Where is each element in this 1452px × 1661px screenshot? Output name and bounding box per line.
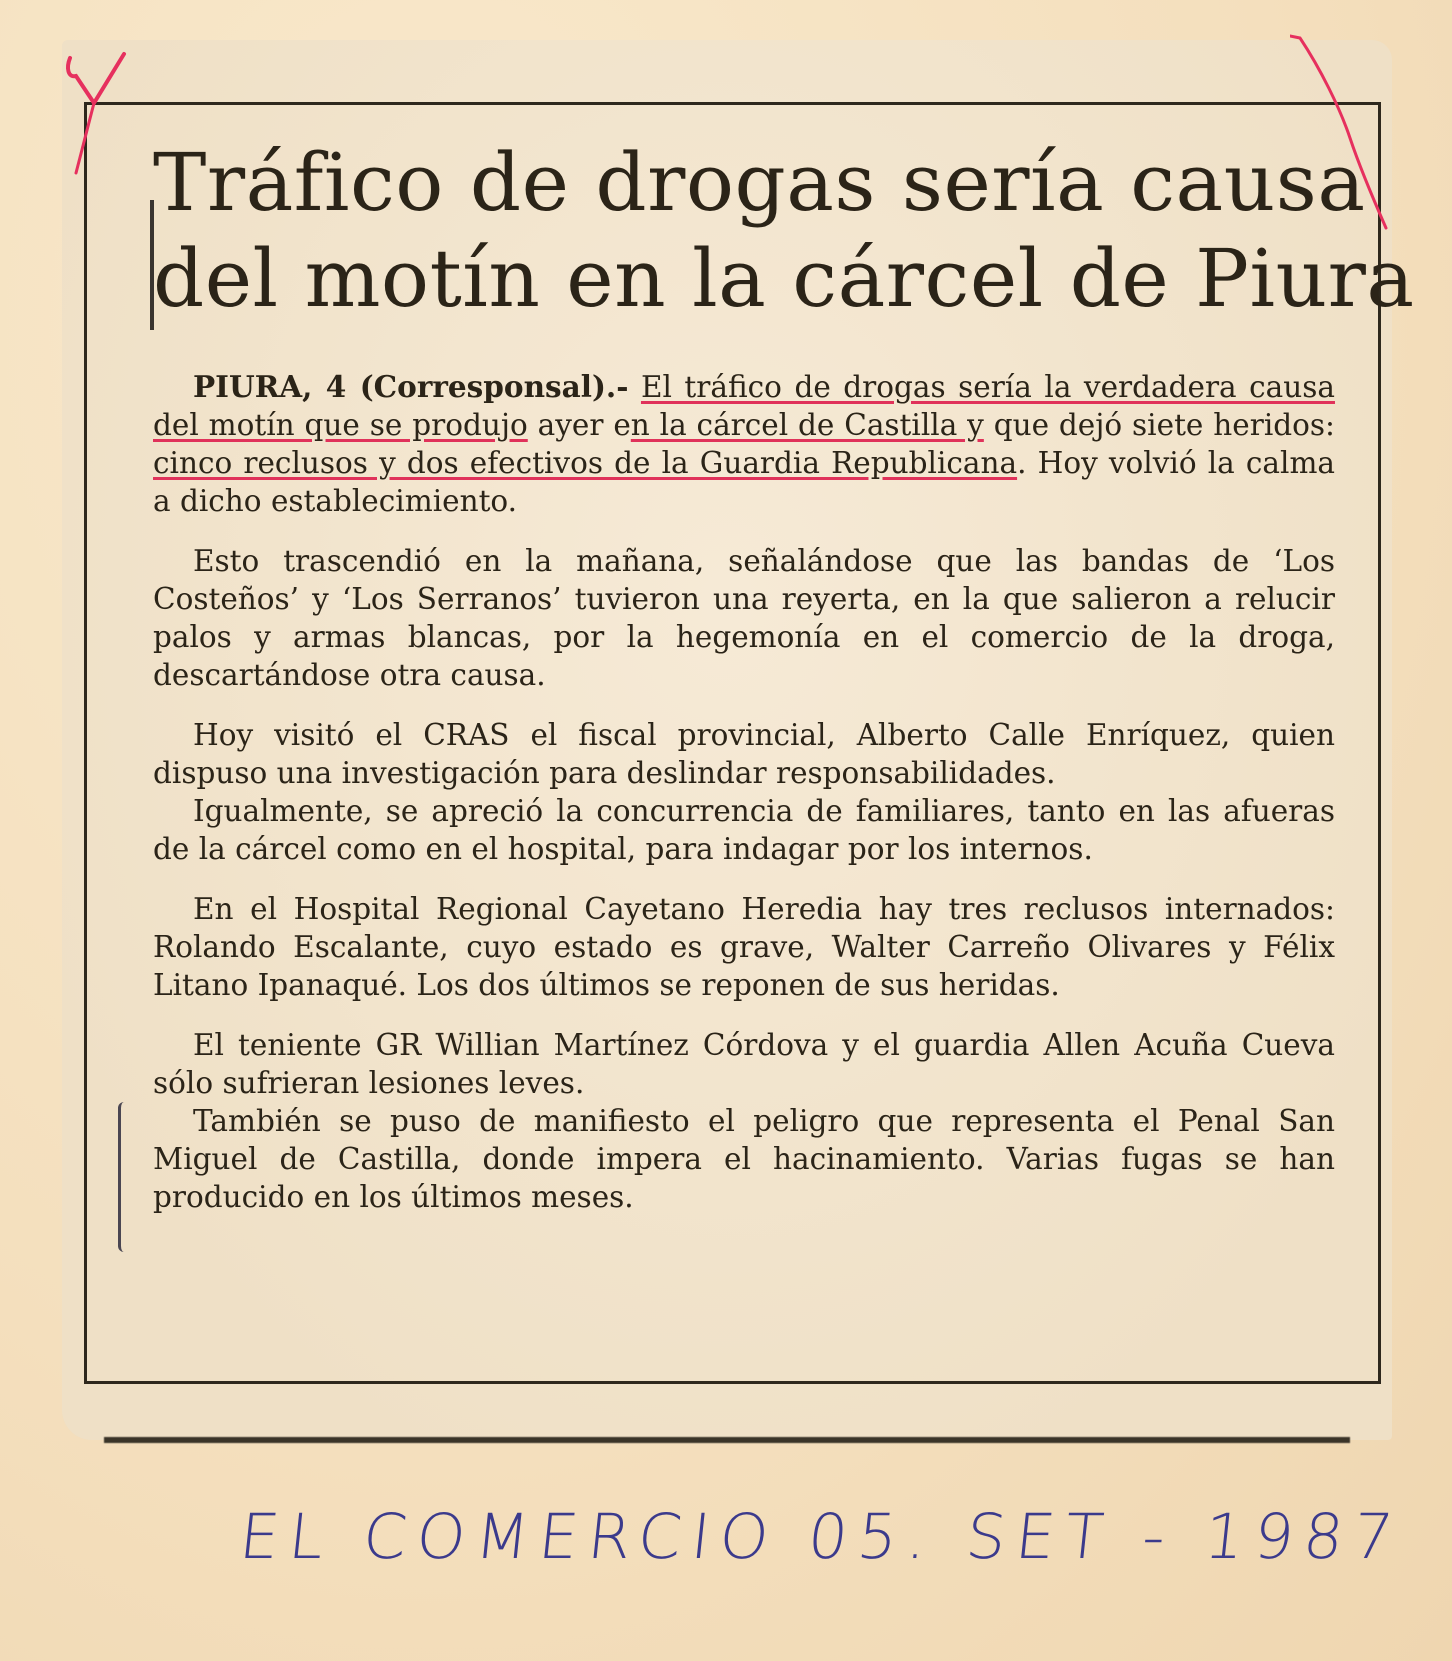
headline-line-2: del motín en la cárcel de Piura <box>153 232 1415 325</box>
lead-segment-underlined: n la cárcel de Castilla y <box>630 408 984 442</box>
pen-margin-bracket <box>118 1102 135 1252</box>
headline-line-1: Tráfico de drogas sería causa <box>153 136 1366 229</box>
article-body <box>153 368 1335 1238</box>
paragraph: El teniente GR Willian Martínez Córdova y el guardia Allen Acuña Cueva sólo sufrieran lesiones leves. <box>153 1028 1335 1100</box>
handwritten-source-note: EL COMERCIO 05. SET - 1987 <box>236 1500 1407 1573</box>
paragraph: Hoy visitó el CRAS el fiscal provincial, Alberto Calle Enríquez, quien dispuso una investigación para deslindar responsabilidades. <box>153 718 1335 790</box>
paragraph: Esto trascendió en la mañana, señalándose que las bandas de ‘Los Costeños’ y ‘Los Serranos’ tuvieron una reyerta, en la que salieron a relucir palos y armas blancas, por la hegemonía en el comercio de la droga, descartándose otra causa. <box>153 544 1335 692</box>
lead-segment-underlined: El tráfico de drogas sería la verdadera causa del motín que se produjo <box>153 370 1335 442</box>
dateline: PIURA, 4 (Corresponsal).- <box>193 369 629 404</box>
headline <box>153 135 1415 327</box>
red-check-mark-icon <box>64 48 140 178</box>
paragraph: Igualmente, se apreció la concurrencia de familiares, tanto en las afueras de la cárcel como en el hospital, para indagar por los internos. <box>153 794 1335 866</box>
paragraph: En el Hospital Regional Cayetano Heredia hay tres reclusos internados: Rolando Escalante, cuyo estado es grave, Walter Carreño Olivares y Félix Litano Ipanaqué. Los dos últimos se reponen de sus heridas. <box>153 892 1335 1002</box>
lead-segment <box>628 370 641 404</box>
lead-segment: . Hoy volvió la calma a dicho establecimiento. <box>153 446 1336 518</box>
lead-segment: ayer e <box>527 408 631 442</box>
lead-segment: que dejó siete heridos: <box>983 408 1335 442</box>
lead-segment-underlined: cinco reclusos y dos efectivos de la Guardia Republicana <box>153 446 1018 480</box>
paragraph-lead <box>153 368 1335 520</box>
bottom-rule <box>104 1437 1350 1443</box>
paragraph: También se puso de manifiesto el peligro que representa el Penal San Miguel de Castilla, donde impera el hacinamiento. Varias fugas se han producido en los últimos meses. <box>153 1104 1335 1214</box>
